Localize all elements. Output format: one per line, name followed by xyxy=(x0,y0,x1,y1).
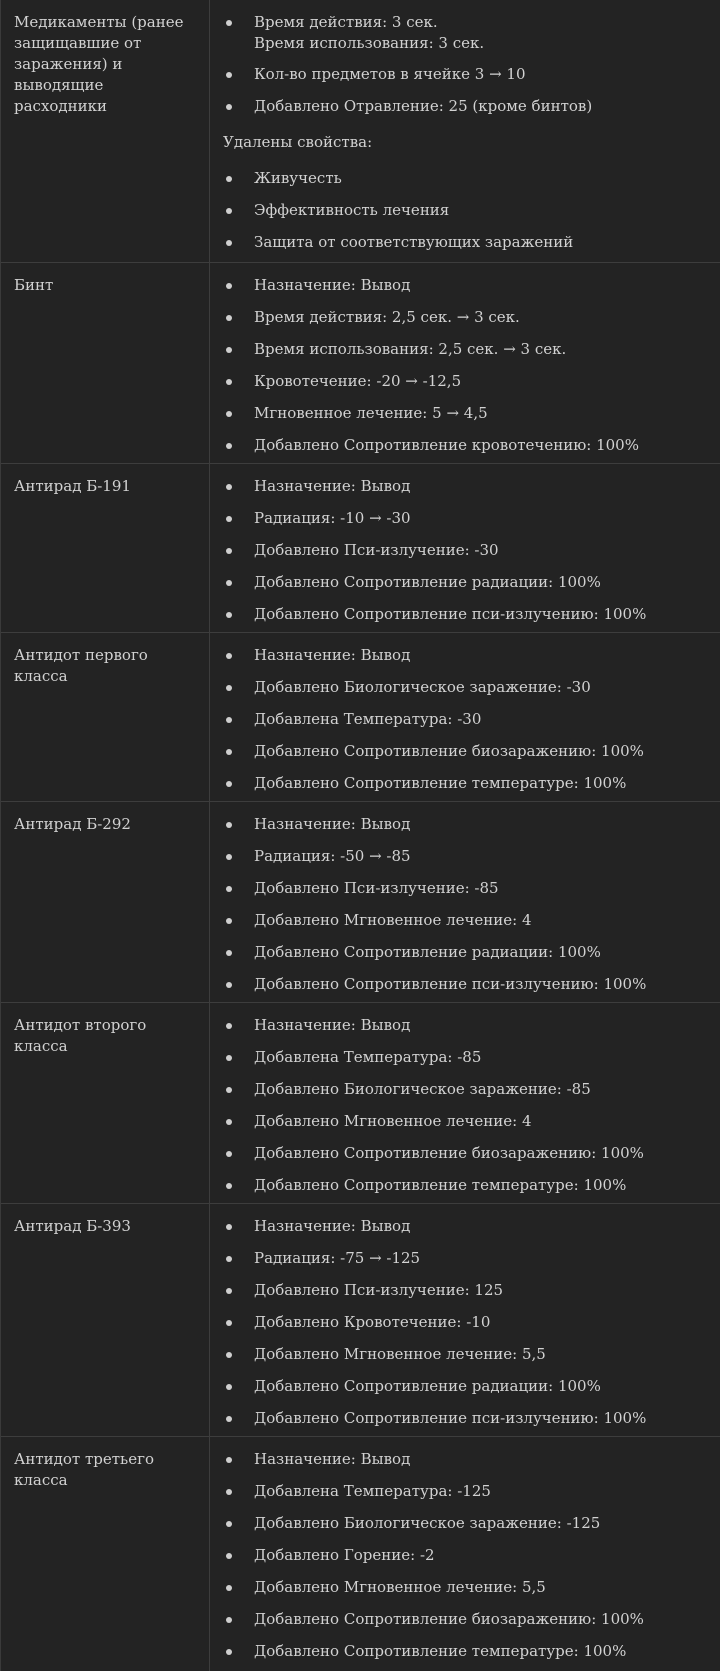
bullet-icon xyxy=(226,379,232,385)
item-changes: Назначение: Вывод Радиация: -10 → -30 Добавлено Пси-излучение: -30 Добавлено Сопротивление радиации: 100% Добавлено Сопротивление пси-излучению: 100% xyxy=(210,464,720,632)
item-changes: Назначение: Вывод Добавлено Биологическое заражение: -30 Добавлена Температура: -30 Добавлено Сопротивление биозаражению: 100% Добавлено Сопротивление температуре: 100% xyxy=(210,633,720,801)
item-name: Бинт xyxy=(1,263,210,463)
bullet-icon xyxy=(226,982,232,988)
item-changes: Назначение: Вывод Радиация: -50 → -85 Добавлено Пси-излучение: -85 Добавлено Мгновенное лечение: 4 Добавлено Сопротивление радиации: 100% Добавлено Сопротивление пси-излучению: 100% xyxy=(210,802,720,1002)
bullet-icon xyxy=(226,20,232,26)
bullet-icon xyxy=(226,854,232,860)
bullet-icon xyxy=(226,484,232,490)
bullet-icon xyxy=(226,580,232,586)
item-changes: Назначение: Вывод Радиация: -75 → -125 Добавлено Пси-излучение: 125 Добавлено Кровотечение: -10 Добавлено Мгновенное лечение: 5,5 Добавлено Сопротивление радиации: 100% Добавлено Сопротивление пси-излучению: 100% xyxy=(210,1204,720,1436)
bullet-icon xyxy=(226,653,232,659)
bullet-icon xyxy=(226,443,232,449)
table-row xyxy=(1,802,720,1003)
bullet-icon xyxy=(226,1151,232,1157)
bullet-icon xyxy=(226,176,232,182)
item-changes: Назначение: Вывод Добавлена Температура: -85 Добавлено Биологическое заражение: -85 Добавлено Мгновенное лечение: 4 Добавлено Сопротивление биозаражению: 100% Добавлено Сопротивление температуре: 100% xyxy=(210,1003,720,1203)
bullet-icon xyxy=(226,1585,232,1591)
bullet-icon xyxy=(226,1489,232,1495)
item-name: Антидот второго класса xyxy=(1,1003,210,1203)
item-name: Антирад Б-191 xyxy=(1,464,210,632)
bullet-icon xyxy=(226,1457,232,1463)
bullet-icon xyxy=(226,104,232,110)
bullet-icon xyxy=(226,1617,232,1623)
bullet-icon xyxy=(226,612,232,618)
table-row xyxy=(1,263,720,464)
bullet-icon xyxy=(226,1416,232,1422)
bullet-icon xyxy=(226,822,232,828)
bullet-icon xyxy=(226,1553,232,1559)
bullet-icon xyxy=(226,1256,232,1262)
item-name: Антирад Б-393 xyxy=(1,1204,210,1436)
bullet-icon xyxy=(226,950,232,956)
bullet-icon xyxy=(226,1055,232,1061)
bullet-icon xyxy=(226,1649,232,1655)
bullet-icon xyxy=(226,781,232,787)
bullet-icon xyxy=(226,208,232,214)
bullet-icon xyxy=(226,717,232,723)
bullet-icon xyxy=(226,347,232,353)
bullet-icon xyxy=(226,1352,232,1358)
bullet-icon xyxy=(226,1023,232,1029)
item-changes: Назначение: Вывод Добавлена Температура: -125 Добавлено Биологическое заражение: -125 Добавлено Горение: -2 Добавлено Мгновенное лечение: 5,5 Добавлено Сопротивление биозаражению: 100% Добавлено Сопротивление температуре: 100% xyxy=(210,1437,720,1671)
item-name: Медикаменты (ранее защищавшие от заражения) и выводящие расходники xyxy=(1,0,210,262)
bullet-icon xyxy=(226,411,232,417)
bullet-icon xyxy=(226,1183,232,1189)
table-row xyxy=(1,0,720,263)
bullet-icon xyxy=(226,918,232,924)
bullet-icon xyxy=(226,240,232,246)
bullet-icon xyxy=(226,1087,232,1093)
bullet-icon xyxy=(226,685,232,691)
bullet-icon xyxy=(226,72,232,78)
bullet-icon xyxy=(226,1288,232,1294)
item-changes: Время действия: 3 сек. Время использования: 3 сек. Кол-во предметов в ячейке 3 → 10 Добавлено Отравление: 25 (кроме бинтов) Удалены свойства: Живучесть Эффективность лечения Защита от соответствующих заражений xyxy=(223,13,593,251)
bullet-icon xyxy=(226,516,232,522)
item-changes: Назначение: Вывод Время действия: 2,5 сек. → 3 сек. Время использования: 2,5 сек. → 3 сек. Кровотечение: -20 → -12,5 Мгновенное лечение: 5 → 4,5 Добавлено Сопротивление кровотечению: 100% xyxy=(210,263,720,463)
bullet-icon xyxy=(226,749,232,755)
table-row xyxy=(1,633,720,802)
item-name: Антидот третьего класса xyxy=(1,1437,210,1671)
table-row xyxy=(1,1204,720,1437)
table-row xyxy=(1,464,720,633)
bullet-icon xyxy=(226,886,232,892)
table-row xyxy=(1,1003,720,1204)
bullet-icon xyxy=(226,315,232,321)
bullet-icon xyxy=(226,283,232,289)
table-row xyxy=(1,1437,720,1671)
bullet-icon xyxy=(226,548,232,554)
bullet-icon xyxy=(226,1521,232,1527)
bullet-icon xyxy=(226,1384,232,1390)
bullet-icon xyxy=(226,1224,232,1230)
bullet-icon xyxy=(226,1320,232,1326)
bullet-icon xyxy=(226,1119,232,1125)
item-name: Антидот первого класса xyxy=(1,633,210,801)
item-name: Антирад Б-292 xyxy=(1,802,210,1002)
